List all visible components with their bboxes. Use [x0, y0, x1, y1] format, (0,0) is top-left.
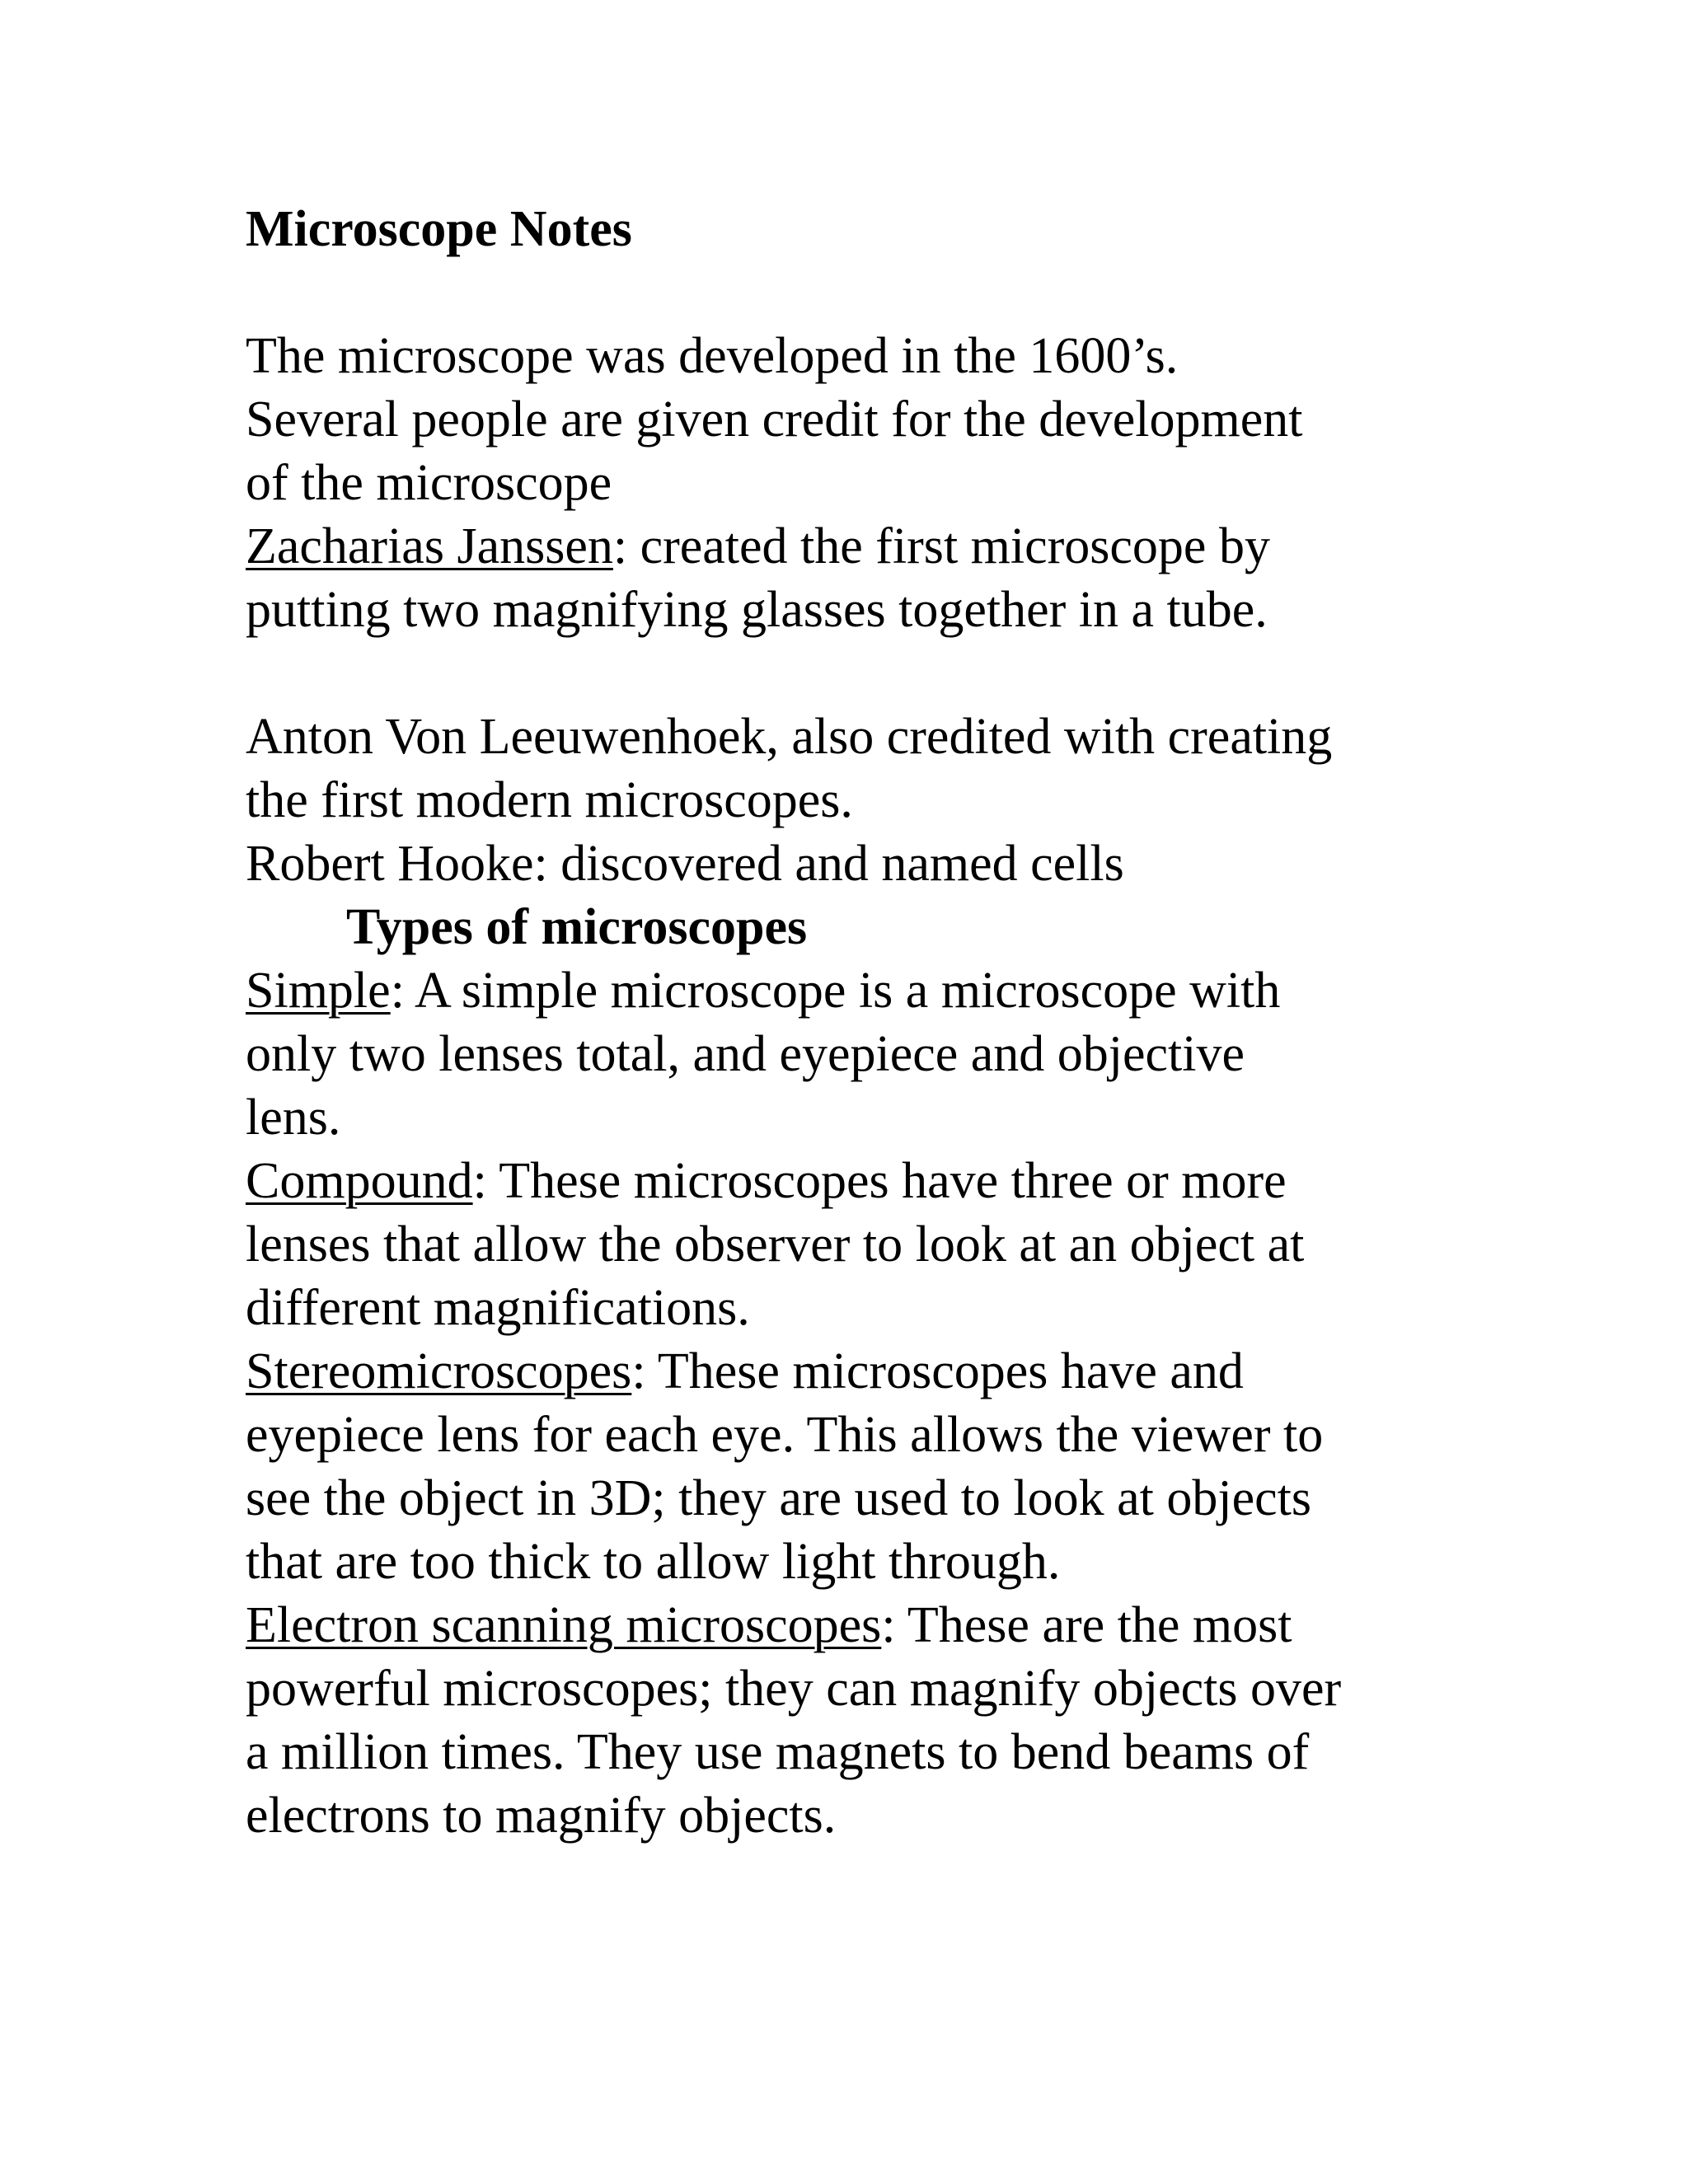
document-title: Microscope Notes	[246, 201, 632, 257]
compound-line	[246, 1150, 1482, 1213]
stereo-term: Stereomicroscopes	[246, 1343, 632, 1399]
janssen-text: : created the first microscope by	[612, 518, 1270, 574]
janssen-line: putting two magnifying glasses together in a tube.	[246, 582, 1268, 638]
electron-line: electrons to magnify objects.	[246, 1788, 837, 1844]
electron-line: a million times. They use magnets to bend beams of	[246, 1724, 1310, 1780]
compound-term: Compound	[246, 1153, 473, 1209]
electron-line	[246, 1594, 1482, 1657]
stereo-line: that are too thick to allow light through.	[246, 1534, 1061, 1590]
simple-line: only two lenses total, and eyepiece and objective	[246, 1026, 1245, 1082]
intro-line: Several people are given credit for the development	[246, 391, 1303, 448]
compound-text: : These microscopes have three or more	[472, 1153, 1287, 1209]
electron-line: powerful microscopes; they can magnify objects over	[246, 1661, 1342, 1717]
simple-line	[246, 959, 1482, 1023]
stereo-line	[246, 1340, 1482, 1404]
janssen-term: Zacharias Janssen	[246, 518, 613, 574]
stereo-line: see the object in 3D; they are used to look at objects	[246, 1470, 1312, 1526]
janssen-line	[246, 515, 1482, 579]
electron-term: Electron scanning microscopes	[246, 1597, 882, 1653]
stereo-text: : These microscopes have and	[631, 1343, 1244, 1399]
intro-line: The microscope was developed in the 1600’s.	[246, 328, 1179, 384]
document-body	[246, 198, 1482, 1848]
types-heading: Types of microscopes	[346, 899, 808, 955]
simple-line: lens.	[246, 1090, 341, 1146]
simple-term: Simple	[246, 963, 391, 1019]
simple-text: : A simple microscope is a microscope with	[390, 963, 1281, 1019]
compound-line: different magnifications.	[246, 1280, 750, 1336]
compound-line: lenses that allow the observer to look at an object at	[246, 1216, 1305, 1272]
stereo-line: eyepiece lens for each eye. This allows the viewer to	[246, 1407, 1324, 1463]
electron-text: : These are the most	[881, 1597, 1292, 1653]
intro-line: of the microscope	[246, 455, 612, 511]
leeuwenhoek-line: the first modern microscopes.	[246, 772, 853, 828]
blank-line	[246, 261, 1482, 325]
leeuwenhoek-line: Anton Von Leeuwenhoek, also credited with creating	[246, 709, 1333, 765]
blank-line	[246, 642, 1482, 705]
hooke-line: Robert Hooke: discovered and named cells	[246, 836, 1124, 892]
